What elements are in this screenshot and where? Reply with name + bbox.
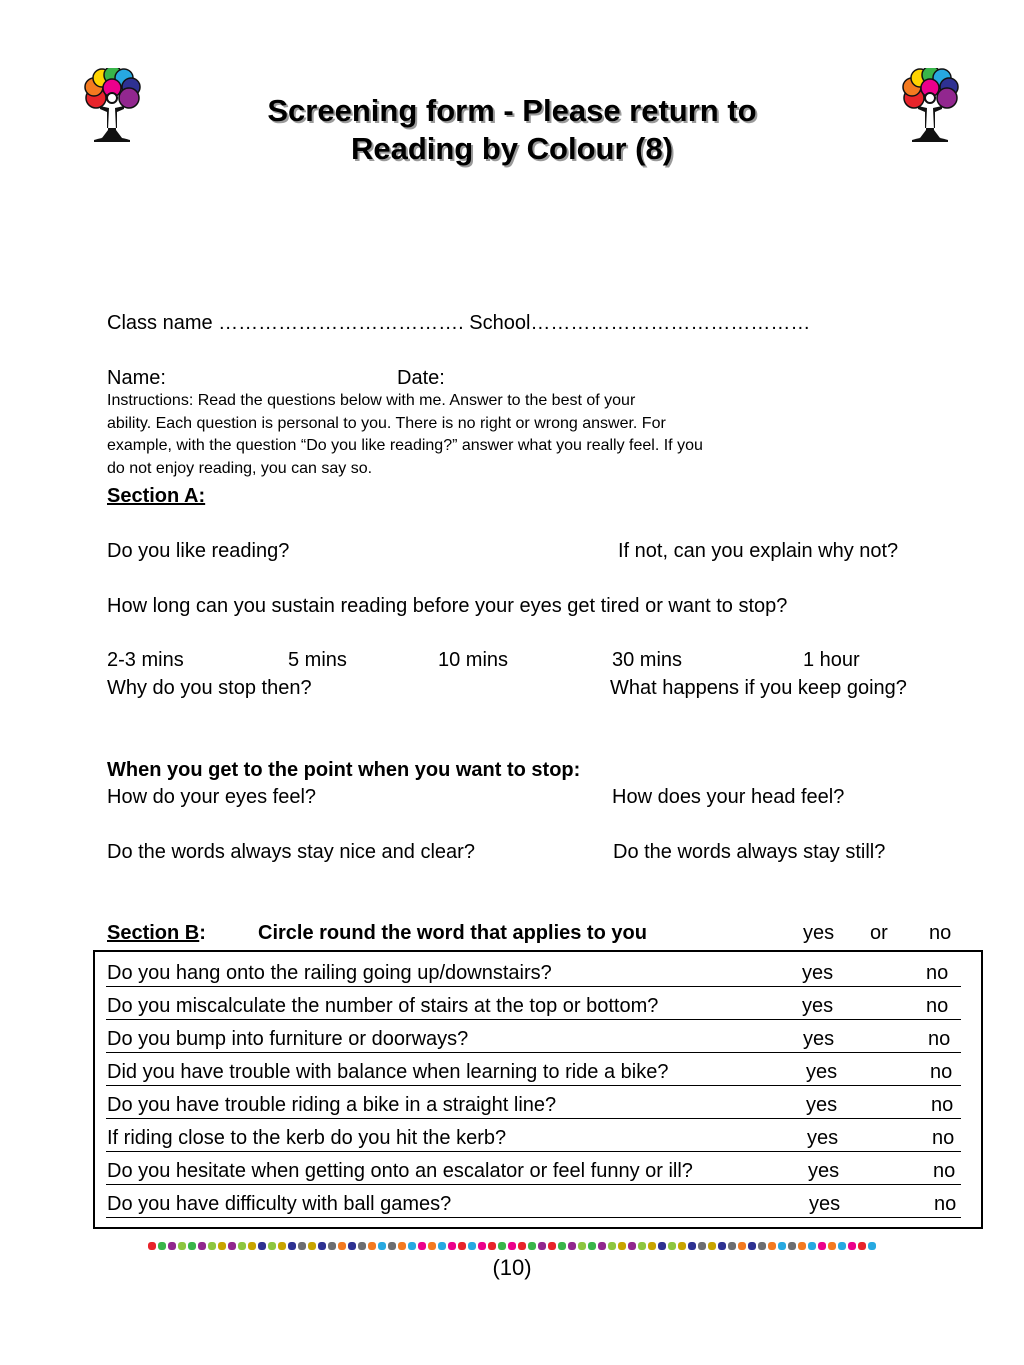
list-item xyxy=(106,1092,961,1119)
colour-dot xyxy=(438,1242,446,1250)
colour-dot xyxy=(668,1242,676,1250)
colour-dot xyxy=(328,1242,336,1250)
section-a-heading: Section A: xyxy=(107,485,206,507)
question-eyes-feel: How do your eyes feel? xyxy=(107,786,317,808)
colour-dot xyxy=(318,1242,326,1250)
duration-option: 30 mins xyxy=(612,649,683,671)
section-b-label: Section B xyxy=(107,922,200,944)
colour-dot xyxy=(718,1242,726,1250)
list-item xyxy=(106,1191,961,1218)
question-text: Do you miscalculate the number of stairs at the top or bottom? xyxy=(107,995,659,1017)
title-line-2: Reading by Colour (8) xyxy=(350,131,674,166)
colour-dot xyxy=(868,1242,876,1250)
instructions-text xyxy=(107,390,867,480)
colour-dot xyxy=(188,1242,196,1250)
colour-dot xyxy=(338,1242,346,1250)
question-explain-why-not: If not, can you explain why not? xyxy=(618,540,899,562)
colour-dot xyxy=(168,1242,176,1250)
yes-header: yes xyxy=(803,922,835,944)
instructions-line: do not enjoy reading, you can say so. xyxy=(107,459,373,477)
yes-option[interactable]: yes xyxy=(806,1094,838,1116)
page-number: (10) xyxy=(492,1255,532,1280)
colour-dot xyxy=(358,1242,366,1250)
colour-dot xyxy=(488,1242,496,1250)
no-option[interactable]: no xyxy=(928,1028,951,1050)
colour-dot xyxy=(698,1242,706,1250)
section-b-colon: : xyxy=(199,922,206,944)
question-sustain-reading: How long can you sustain reading before your eyes get tired or want to stop? xyxy=(107,595,788,617)
colour-dot xyxy=(418,1242,426,1250)
section-b-instruction: Circle round the word that applies to you xyxy=(258,922,647,944)
duration-option: 1 hour xyxy=(803,649,860,671)
colour-dot xyxy=(808,1242,816,1250)
colour-dot xyxy=(158,1242,166,1250)
colour-dot xyxy=(198,1242,206,1250)
question-words-still: Do the words always stay still? xyxy=(613,841,886,863)
colour-dot xyxy=(278,1242,286,1250)
page-title xyxy=(0,92,1024,168)
colour-dot xyxy=(628,1242,636,1250)
yes-option[interactable]: yes xyxy=(807,1127,839,1149)
question-text: Do you bump into furniture or doorways? xyxy=(107,1028,469,1050)
question-text: Do you hesitate when getting onto an escalator or feel funny or ill? xyxy=(107,1160,693,1182)
colour-dot xyxy=(848,1242,856,1250)
colour-dot xyxy=(498,1242,506,1250)
colour-dot xyxy=(478,1242,486,1250)
colour-dot xyxy=(798,1242,806,1250)
colour-dot xyxy=(368,1242,376,1250)
name-field-label: Name: xyxy=(107,367,166,389)
colour-dot xyxy=(408,1242,416,1250)
colour-dot xyxy=(608,1242,616,1250)
colour-dot xyxy=(788,1242,796,1250)
section-b-heading xyxy=(107,921,206,945)
colour-dot xyxy=(218,1242,226,1250)
colour-dot xyxy=(708,1242,716,1250)
yes-option[interactable]: yes xyxy=(802,995,834,1017)
colour-dot xyxy=(348,1242,356,1250)
question-words-clear: Do the words always stay nice and clear? xyxy=(107,841,475,863)
colour-dot xyxy=(468,1242,476,1250)
yes-option[interactable]: yes xyxy=(808,1160,840,1182)
colour-dot xyxy=(238,1242,246,1250)
colour-dot xyxy=(548,1242,556,1250)
colour-dot xyxy=(248,1242,256,1250)
title-line-1: Screening form - Please return to xyxy=(267,93,757,128)
colour-dot xyxy=(688,1242,696,1250)
yes-option[interactable]: yes xyxy=(809,1193,841,1215)
colour-dot xyxy=(428,1242,436,1250)
question-why-stop: Why do you stop then? xyxy=(107,677,312,699)
no-option[interactable]: no xyxy=(926,962,949,984)
list-item xyxy=(106,1026,961,1053)
question-keep-going: What happens if you keep going? xyxy=(610,677,907,699)
list-item xyxy=(106,960,961,987)
list-item xyxy=(106,1158,961,1185)
colour-dot xyxy=(258,1242,266,1250)
colour-dot xyxy=(568,1242,576,1250)
no-option[interactable]: no xyxy=(933,1160,956,1182)
stop-point-heading: When you get to the point when you want to stop: xyxy=(107,759,581,781)
instructions-line: ability. Each question is personal to you. There is no right or wrong answer. For xyxy=(107,414,666,432)
instructions-line: Instructions: Read the questions below with me. Answer to the best of your xyxy=(107,392,636,409)
colour-dot xyxy=(528,1242,536,1250)
yes-option[interactable]: yes xyxy=(806,1061,838,1083)
colour-dot xyxy=(518,1242,526,1250)
question-text: Do you hang onto the railing going up/downstairs? xyxy=(107,962,552,984)
date-field-label: Date: xyxy=(397,367,445,389)
question-text: Did you have trouble with balance when learning to ride a bike? xyxy=(107,1061,669,1083)
question-text: Do you have trouble riding a bike in a straight line? xyxy=(107,1094,557,1116)
colour-dot xyxy=(388,1242,396,1250)
colour-dots-divider xyxy=(148,1241,878,1251)
colour-dot xyxy=(148,1242,156,1250)
duration-option: 2-3 mins xyxy=(107,649,184,671)
colour-dot xyxy=(738,1242,746,1250)
yes-option[interactable]: yes xyxy=(802,962,834,984)
no-option[interactable]: no xyxy=(930,1061,953,1083)
question-text: Do you have difficulty with ball games? xyxy=(107,1193,452,1215)
colour-dot xyxy=(458,1242,466,1250)
question-head-feel: How does your head feel? xyxy=(612,786,845,808)
question-like-reading: Do you like reading? xyxy=(107,540,290,562)
colour-dot xyxy=(768,1242,776,1250)
colour-dot xyxy=(658,1242,666,1250)
colour-dot xyxy=(558,1242,566,1250)
yes-option[interactable]: yes xyxy=(803,1028,835,1050)
colour-dot xyxy=(758,1242,766,1250)
or-header: or xyxy=(870,922,888,944)
no-header: no xyxy=(929,922,952,944)
colour-dot xyxy=(228,1242,236,1250)
colour-dot xyxy=(178,1242,186,1250)
duration-option: 5 mins xyxy=(288,649,347,671)
list-item xyxy=(106,1125,961,1152)
class-school-field: Class name ………………………………. School…………………………………… xyxy=(107,312,811,334)
section-b-questions-box xyxy=(93,950,983,1229)
colour-dot xyxy=(778,1242,786,1250)
question-text: If riding close to the kerb do you hit the kerb? xyxy=(107,1127,507,1149)
colour-dot xyxy=(588,1242,596,1250)
no-option[interactable]: no xyxy=(931,1094,954,1116)
colour-dot xyxy=(448,1242,456,1250)
colour-dot xyxy=(728,1242,736,1250)
colour-dot xyxy=(268,1242,276,1250)
instructions-line: example, with the question “Do you like reading?” answer what you really feel. If you xyxy=(107,437,703,455)
colour-dot xyxy=(648,1242,656,1250)
colour-dot xyxy=(598,1242,606,1250)
no-option[interactable]: no xyxy=(934,1193,957,1215)
colour-dot xyxy=(298,1242,306,1250)
colour-dot xyxy=(858,1242,866,1250)
list-item xyxy=(106,1059,961,1086)
colour-dot xyxy=(828,1242,836,1250)
list-item xyxy=(106,993,961,1020)
colour-dot xyxy=(838,1242,846,1250)
colour-dot xyxy=(208,1242,216,1250)
colour-dot xyxy=(678,1242,686,1250)
colour-dot xyxy=(748,1242,756,1250)
colour-dot xyxy=(538,1242,546,1250)
colour-dot xyxy=(398,1242,406,1250)
colour-dot xyxy=(618,1242,626,1250)
colour-dot xyxy=(638,1242,646,1250)
colour-dot xyxy=(308,1242,316,1250)
colour-dot xyxy=(378,1242,386,1250)
duration-option: 10 mins xyxy=(438,649,509,671)
colour-dot xyxy=(578,1242,586,1250)
colour-dot xyxy=(288,1242,296,1250)
colour-dot xyxy=(818,1242,826,1250)
colour-dot xyxy=(508,1242,516,1250)
no-option[interactable]: no xyxy=(932,1127,955,1149)
no-option[interactable]: no xyxy=(926,995,949,1017)
